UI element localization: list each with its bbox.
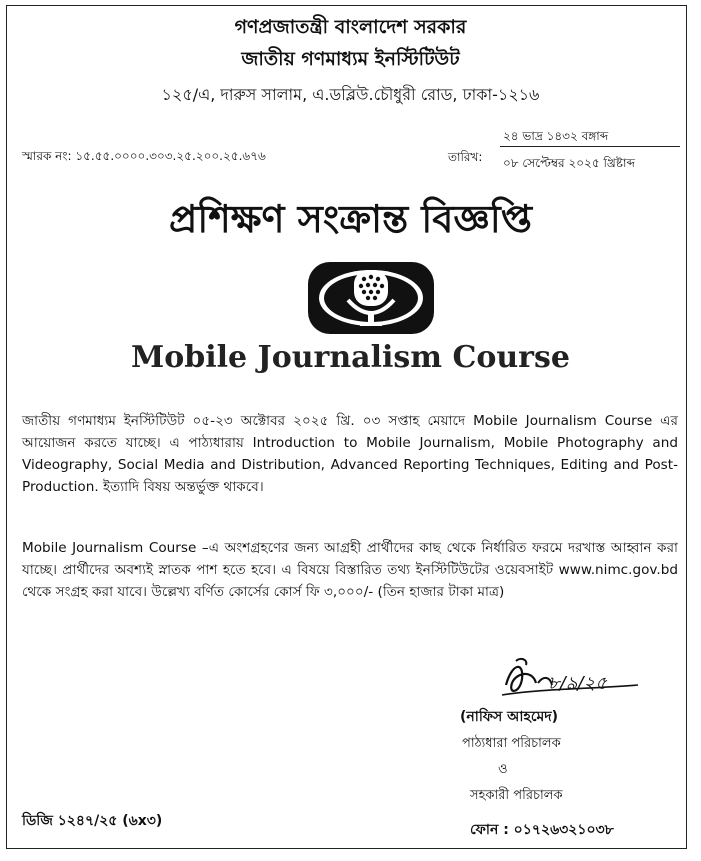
- course-description-paragraph: জাতীয় গণমাধ্যম ইনস্টিটিউট ০৫-২৩ অক্টোবর ২০২৫ খ্রি. ০৩ সপ্তাহ মেয়াদে Mobile Journalism Course এর আয়োজন করতে যাচ্ছে। এ পাঠ্যধারায় Introduction to Mobile Journalism, Mobile Photography and Videography, Social Media and Distribution, Advanced Reporting Techniques, Editing and Post-Production. ইত্যাদি বিষয় অন্তর্ভুক্ত থাকবে।: [22, 413, 678, 495]
- signatory-name: (নাফিস আহমেদ): [460, 709, 559, 725]
- date-bengali: ২৪ ভাদ্র ১৪৩২ বঙ্গাব্দ: [503, 129, 609, 143]
- application-paragraph: Mobile Journalism Course –এ অংশগ্রহণের জন্য আগ্রহী প্রার্থীদের কাছ থেকে নির্ধারিত ফরমে দরখাস্ত আহ্বান করা যাচ্ছে। প্রার্থীদের অবশ্যই স্নাতক পাশ হতে হবে। এ বিষয়ে বিস্তারিত তথ্য ইনস্টিটিউটের ওয়েবসাইট www.nimc.gov.bd থেকে সংগ্রহ করা যাবে। উল্লেখ্য বর্ণিত কোর্সের কোর্স ফি ৩,০০০/- (তিন হাজার টাকা মাত্র): [22, 540, 678, 600]
- notice-title: প্রশিক্ষণ সংক্রান্ত বিজ্ঞপ্তি: [169, 197, 532, 241]
- dg-number: ডিজি ১২৪৭/২৫ (৬x৩): [22, 813, 163, 829]
- signatory-role-2: সহকারী পরিচালক: [470, 788, 563, 803]
- institute-address: ১২৫/এ, দারুস সালাম, এ.ডব্লিউ.চৌধুরী রোড, ঢাকা-১২১৬: [161, 85, 540, 104]
- microphone-icon: [306, 260, 436, 336]
- date-gregorian: ০৮ সেপ্টেম্বর ২০২৫ খ্রিষ্টাব্দ: [503, 156, 635, 170]
- signatory-role-1: পাঠ্যধারা পরিচালক: [462, 736, 561, 751]
- course-title: Mobile Journalism Course: [131, 340, 570, 375]
- memo-number: স্মারক নং: ১৫.৫৫.০০০০.৩০৩.২৫.২০০.২৫.৬৭৬: [22, 149, 266, 163]
- signature: [498, 655, 648, 703]
- institute-name: জাতীয় গণমাধ্যম ইনস্টিটিউট: [241, 48, 460, 70]
- date-label: তারিখ:: [448, 150, 483, 164]
- signatory-phone: ফোন : ০১৭২৬৩২১০৩৮: [470, 822, 614, 838]
- date-divider: [500, 146, 680, 147]
- signatory-conjunction: ও: [498, 762, 508, 777]
- government-title: গণপ্রজাতন্ত্রী বাংলাদেশ সরকার: [234, 16, 467, 38]
- signature-date: ৮/৯/২৫: [548, 673, 607, 694]
